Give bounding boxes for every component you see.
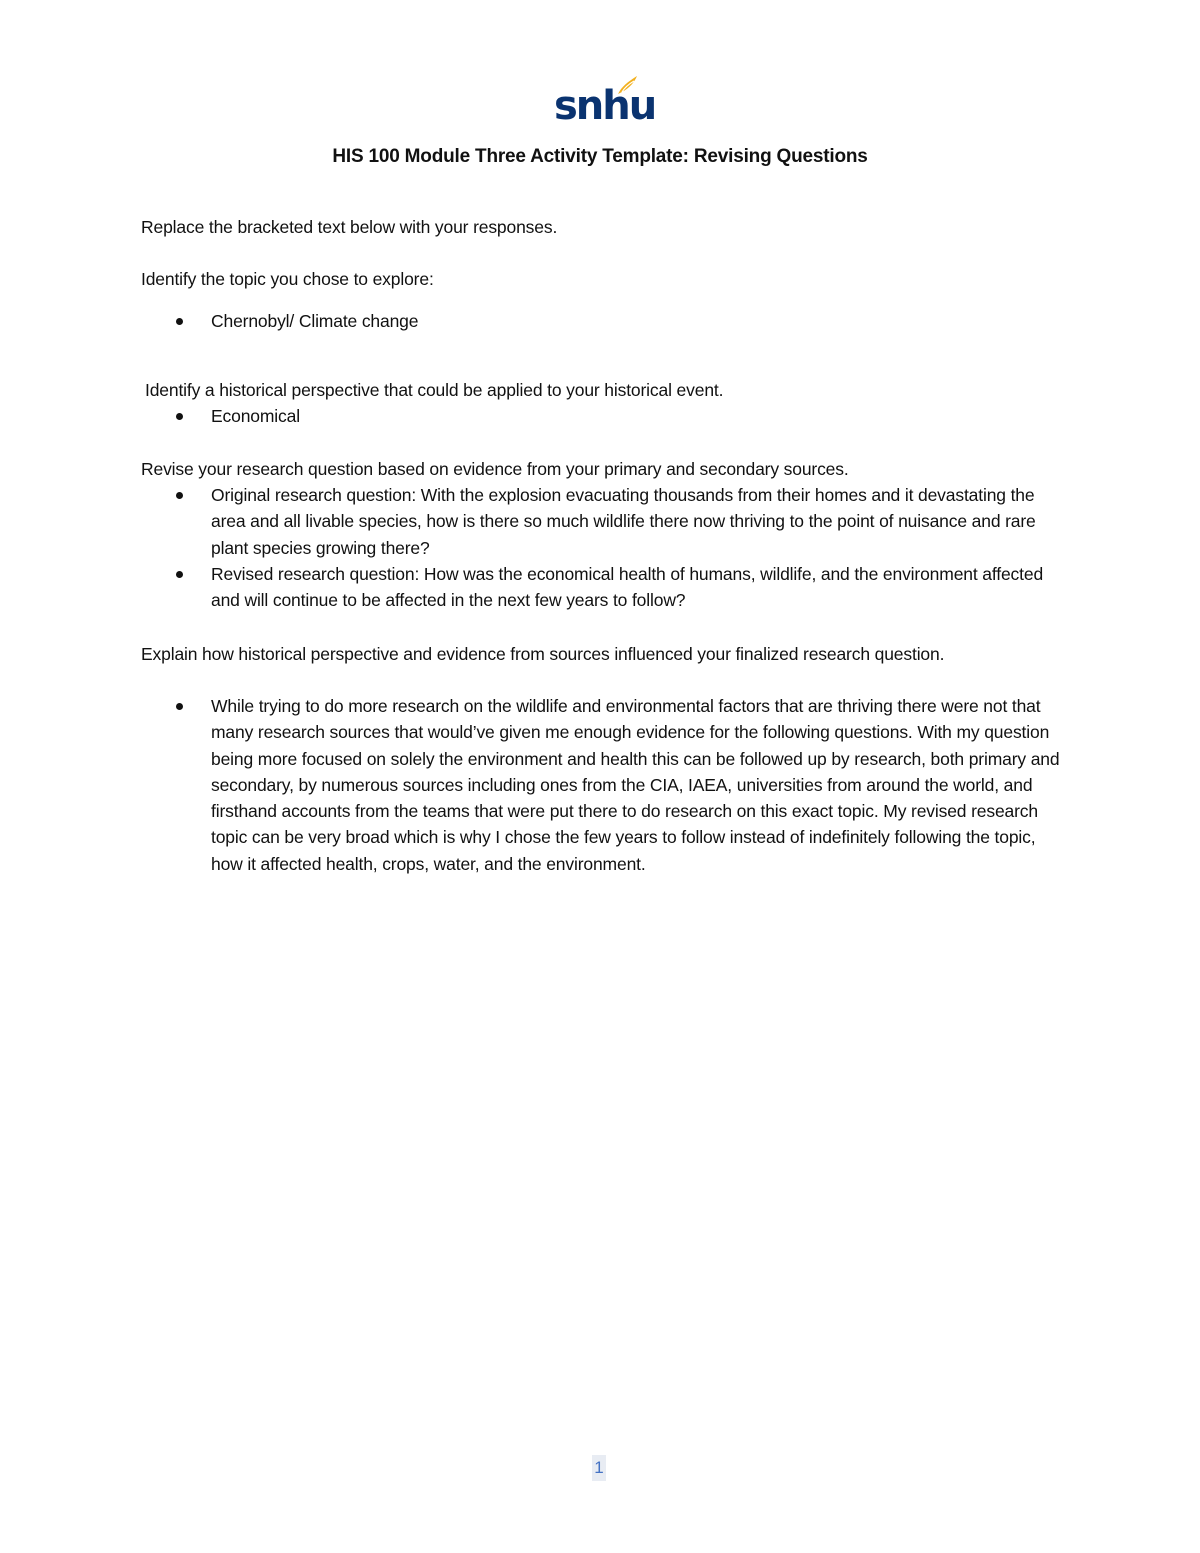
list-item xyxy=(141,403,1061,429)
revise-list xyxy=(141,482,1061,613)
snhu-logo xyxy=(554,74,656,132)
list-item xyxy=(141,561,1061,614)
bullet-icon xyxy=(176,318,183,325)
topic-response: Chernobyl/ Climate change xyxy=(211,311,419,331)
perspective-response: Economical xyxy=(211,406,300,426)
topic-list xyxy=(141,308,1061,334)
bullet-icon xyxy=(176,492,183,499)
list-item xyxy=(141,693,1061,877)
logo-wordmark: snhu xyxy=(554,83,656,129)
perspective-prompt: Identify a historical perspective that could be applied to your historical event. xyxy=(145,380,724,400)
explain-response: While trying to do more research on the wildlife and environmental factors that are thriving there were not that many research sources that would’ve given me enough evidence for the following questions. With my question being more focused on solely the environment and health this can be followed up by research, both primary and secondary, by numerous sources including ones from the CIA, IAEA, universities from around the world, and firsthand accounts from the teams that were put there to do research on this exact topic. My revised research topic can be very broad which is why I chose the few years to follow instead of indefinitely following the topic, how it affected health, crops, water, and the environment. xyxy=(211,696,1060,874)
perspective-list xyxy=(141,403,1061,429)
bullet-icon xyxy=(176,703,183,710)
revised-question: Revised research question: How was the economical health of humans, wildlife, and the environment affected and will continue to be affected in the next few years to follow? xyxy=(211,563,1044,611)
instructions-text: Replace the bracketed text below with your responses. xyxy=(141,217,558,237)
topic-prompt: Identify the topic you chose to explore: xyxy=(141,269,434,289)
list-item xyxy=(141,482,1061,561)
flame-icon xyxy=(616,74,638,96)
revise-prompt: Revise your research question based on evidence from your primary and secondary sources. xyxy=(141,459,849,479)
bullet-icon xyxy=(176,413,183,420)
explain-prompt: Explain how historical perspective and evidence from sources influenced your finalized research question. xyxy=(141,644,945,664)
page-number: 1 xyxy=(592,1455,606,1481)
explain-list xyxy=(141,693,1061,877)
bullet-icon xyxy=(176,571,183,578)
document-title: HIS 100 Module Three Activity Template: Revising Questions xyxy=(332,146,868,167)
original-question: Original research question: With the explosion evacuating thousands from their homes and it devastating the area and all livable species, how is there so much wildlife there now thriving to the point of nuisance and rare plant species growing there? xyxy=(211,485,1036,558)
list-item xyxy=(141,308,1061,334)
